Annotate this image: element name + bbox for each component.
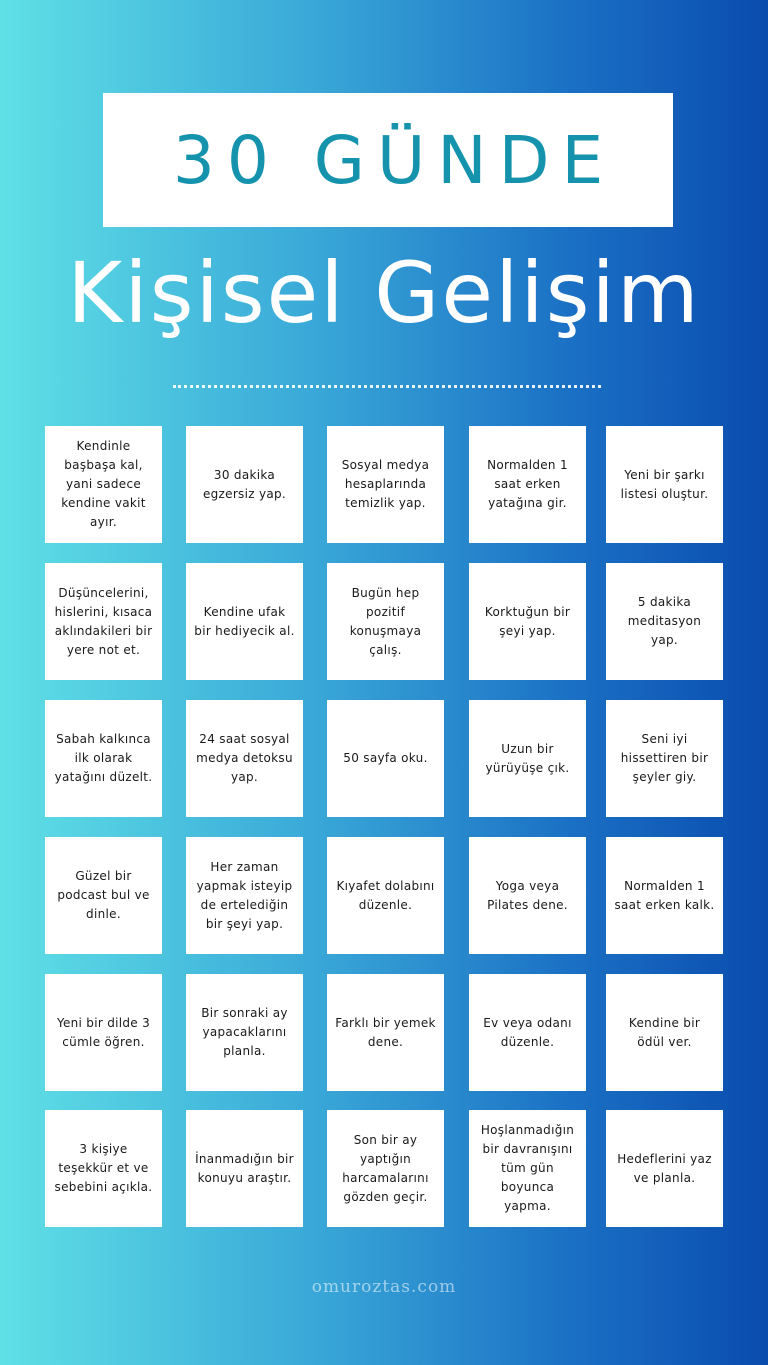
task-text: Son bir ay yaptığın harcamalarını gözden geçir.: [342, 1132, 429, 1204]
task-text: 5 dakika meditasyon yap.: [627, 595, 702, 647]
task-card: [606, 1110, 723, 1227]
task-text: Her zaman yapmak isteyip de ertelediğin bir şeyi yap.: [196, 859, 293, 931]
task-text: Kendine bir ödül ver.: [628, 1015, 701, 1049]
task-card: [469, 974, 586, 1091]
task-card: [186, 974, 303, 1091]
task-text: Kendine ufak bir hediyecik al.: [194, 604, 295, 638]
task-text: Farklı bir yemek dene.: [335, 1015, 436, 1049]
task-card: [469, 837, 586, 954]
task-text: Normalden 1 saat erken yatağına gir.: [487, 458, 568, 510]
task-card: [327, 700, 444, 817]
task-card: [327, 563, 444, 680]
task-text: Yeni bir dilde 3 cümle öğren.: [56, 1015, 151, 1049]
title-box: [103, 93, 673, 227]
task-text: Yoga veya Pilates dene.: [487, 878, 568, 912]
task-card: [45, 837, 162, 954]
footer-site: omuroztas.com: [311, 1277, 457, 1297]
task-text: Hoşlanmadığın bir davranışını tüm gün boyunca yapma.: [480, 1123, 575, 1213]
task-card: [327, 1110, 444, 1227]
task-card: [327, 426, 444, 543]
task-text: Sabah kalkınca ilk olarak yatağını düzelt.: [54, 732, 153, 784]
task-text: Korktuğun bir şeyi yap.: [484, 604, 571, 638]
task-card: [327, 837, 444, 954]
task-card: [45, 563, 162, 680]
task-card: [469, 563, 586, 680]
task-text: Düşüncelerini, hislerini, kısaca aklındakileri bir yere not et.: [54, 585, 153, 657]
task-text: 3 kişiye teşekkür et ve sebebini açıkla.: [54, 1142, 153, 1194]
task-text: 50 sayfa oku.: [343, 751, 428, 765]
task-text: Ev veya odanı düzenle.: [483, 1015, 572, 1049]
task-text: 24 saat sosyal medya detoksu yap.: [196, 732, 293, 784]
task-text: İnanmadığın bir konuyu araştır.: [195, 1151, 294, 1185]
task-card: [606, 700, 723, 817]
task-text: Seni iyi hissettiren bir şeyler giy.: [620, 732, 709, 784]
task-card: [186, 1110, 303, 1227]
task-card: [606, 837, 723, 954]
task-grid: [45, 426, 723, 1226]
task-text: Sosyal medya hesaplarında temizlik yap.: [341, 458, 430, 510]
dotted-divider: [173, 385, 601, 388]
task-card: [45, 700, 162, 817]
task-card: [469, 1110, 586, 1227]
task-card: [327, 974, 444, 1091]
task-text: Uzun bir yürüyüşe çık.: [485, 741, 570, 775]
task-card: [45, 426, 162, 543]
task-card: [186, 563, 303, 680]
page-subtitle: Kişisel Gelişim: [67, 244, 701, 342]
task-text: Bir sonraki ay yapacaklarını planla.: [201, 1006, 288, 1058]
task-text: 30 dakika egzersiz yap.: [202, 467, 287, 501]
task-card: [186, 426, 303, 543]
task-text: Bugün hep pozitif konuşmaya çalış.: [349, 585, 422, 657]
task-card: [45, 974, 162, 1091]
task-text: Yeni bir şarkı listesi oluştur.: [620, 467, 709, 501]
task-card: [469, 426, 586, 543]
task-card: [469, 700, 586, 817]
task-card: [186, 700, 303, 817]
task-text: Kıyafet dolabını düzenle.: [336, 878, 435, 912]
task-card: [606, 974, 723, 1091]
task-text: Güzel bir podcast bul ve dinle.: [57, 869, 150, 921]
task-card: [606, 563, 723, 680]
page-title: 30 GÜNDE: [172, 121, 616, 199]
task-card: [606, 426, 723, 543]
task-card: [186, 837, 303, 954]
task-text: Normalden 1 saat erken kalk.: [614, 878, 715, 912]
task-text: Hedeflerini yaz ve planla.: [617, 1151, 712, 1185]
task-text: Kendinle başbaşa kal, yani sadece kendine vakit ayır.: [61, 439, 146, 529]
task-card: [45, 1110, 162, 1227]
